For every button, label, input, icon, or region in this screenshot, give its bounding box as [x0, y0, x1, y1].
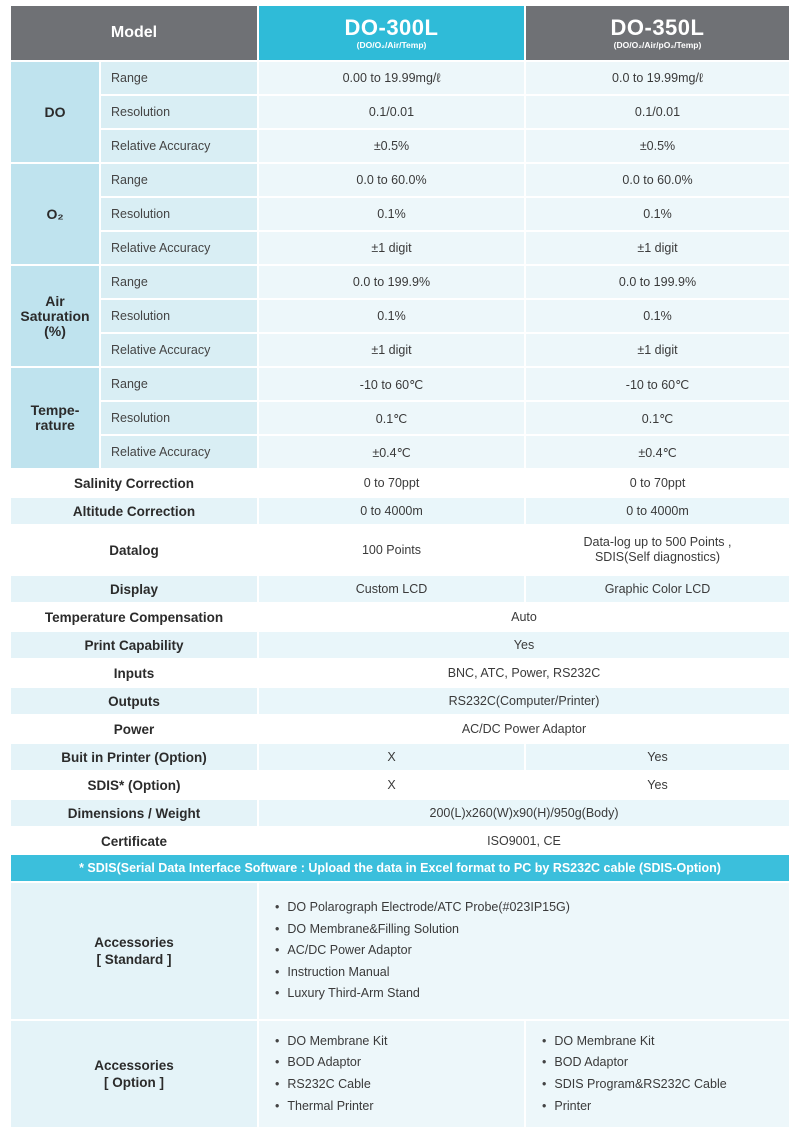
value-both-models [259, 828, 789, 854]
list-item-text: DO Membrane Kit [554, 1033, 655, 1048]
value-text: X [387, 778, 396, 792]
accessories-standard-list [259, 883, 789, 1019]
param-name: Range [111, 275, 148, 289]
value-text: 0.0 to 60.0% [356, 173, 427, 187]
value-text: X [387, 750, 396, 764]
value-do300l [259, 266, 524, 298]
group-label-line: (%) [44, 322, 66, 339]
value-text: ISO9001, CE [487, 834, 561, 848]
row-label-text: Salinity Correction [73, 475, 195, 491]
param-name: Relative Accuracy [111, 445, 211, 459]
row-label-text: Certificate [100, 833, 168, 849]
value-text: Yes [647, 777, 668, 792]
accessories-option-label [11, 1021, 257, 1127]
value-text: 0 to 4000m [626, 503, 689, 518]
value-do350l [526, 62, 789, 94]
value-both-models [259, 660, 789, 686]
accessories-label-line: Accessories [94, 935, 174, 950]
list-item [275, 1074, 387, 1096]
value-line: Data-log up to 500 Points , [583, 535, 732, 549]
param-name: Relative Accuracy [111, 241, 211, 255]
accessories-list [259, 897, 570, 1005]
value-do350l [526, 470, 789, 496]
accessories-label-line: [ Option ] [104, 1075, 164, 1090]
value-do300l [259, 526, 524, 574]
value-do350l [526, 300, 789, 332]
row-label [11, 470, 257, 496]
value-text: 0.00 to 19.99mg/ℓ [342, 71, 441, 85]
value-text: ±1 digit [637, 343, 678, 357]
value-text: 0.1℃ [641, 411, 674, 426]
header-product-a [259, 6, 524, 60]
model-label: Model [110, 24, 158, 41]
list-item [275, 1031, 387, 1053]
value-text: ±1 digit [371, 241, 412, 255]
value-do300l [259, 198, 524, 230]
value-both-models [259, 688, 789, 714]
row-label [11, 576, 257, 602]
list-item-text: BOD Adaptor [287, 1055, 362, 1070]
row-label-text: Outputs [108, 693, 160, 709]
param-label [101, 62, 257, 94]
param-name: Resolution [111, 105, 171, 119]
list-item-text: RS232C Cable [287, 1077, 371, 1091]
list-item-text: DO Membrane Kit [287, 1033, 388, 1048]
value-both-models [259, 800, 789, 826]
group-label-line: Saturation [20, 307, 90, 324]
list-item [275, 1096, 387, 1118]
row-label [11, 744, 257, 770]
param-name: Resolution [111, 207, 171, 221]
param-name: Range [111, 377, 148, 391]
param-label [101, 130, 257, 162]
value-do350l [526, 164, 789, 196]
group-label-text: DO [44, 103, 66, 120]
row-label-text: SDIS* (Option) [87, 777, 181, 793]
value-do300l [259, 62, 524, 94]
value-do300l [259, 498, 524, 524]
value-text: 0 to 4000m [360, 504, 423, 518]
product-subtitle: (DO/O₂/Air/Temp) [356, 39, 427, 50]
accessories-list [259, 1031, 387, 1117]
param-label [101, 300, 257, 332]
list-item [542, 1096, 727, 1118]
value-text: 0.1% [377, 207, 406, 221]
list-item-text: AC/DC Power Adaptor [287, 943, 412, 958]
group-label-3 [11, 368, 99, 468]
row-label [11, 498, 257, 524]
row-label [11, 688, 257, 714]
value-text: Yes [513, 638, 535, 652]
value-text: Auto [511, 610, 537, 624]
list-item-text: Printer [554, 1098, 592, 1113]
list-item-text: SDIS Program&RS232C Cable [554, 1077, 727, 1091]
accessories-label-line: [ Standard ] [96, 952, 172, 967]
group-label-2 [11, 266, 99, 366]
value-do300l [259, 436, 524, 468]
param-label [101, 198, 257, 230]
list-item-text: BOD Adaptor [554, 1055, 629, 1070]
value-do350l [526, 744, 789, 770]
value-do350l [526, 436, 789, 468]
list-item-text: Instruction Manual [287, 964, 390, 979]
param-name: Resolution [111, 309, 171, 323]
value-do300l [259, 402, 524, 434]
value-text: 0.1℃ [375, 411, 408, 426]
list-item [275, 962, 570, 984]
value-text: BNC, ATC, Power, RS232C [447, 666, 601, 680]
value-text: ±1 digit [371, 343, 412, 357]
row-label [11, 716, 257, 742]
value-text: 0.1% [643, 207, 672, 221]
value-text: 0.1% [643, 309, 672, 323]
list-item [275, 897, 570, 919]
value-text: 0.0 to 199.9% [352, 275, 431, 289]
value-both-models [259, 716, 789, 742]
row-label-text: Print Capability [84, 637, 184, 653]
param-label [101, 266, 257, 298]
header-model-cell [11, 6, 257, 60]
param-label [101, 402, 257, 434]
param-label [101, 368, 257, 400]
value-do300l [259, 300, 524, 332]
value-text: 0.0 to 19.99mg/ℓ [612, 71, 703, 85]
group-label-text: O₂ [46, 205, 64, 222]
product-name: DO-300L [344, 14, 439, 40]
row-label [11, 660, 257, 686]
row-label-text: Altitude Correction [72, 503, 196, 519]
value-text: ±0.4℃ [638, 445, 677, 460]
list-item [275, 919, 570, 941]
list-item [542, 1031, 727, 1053]
list-item-text: Thermal Printer [287, 1098, 374, 1113]
value-do350l [526, 402, 789, 434]
value-do350l [526, 130, 789, 162]
value-text: Yes [647, 749, 668, 764]
value-do300l [259, 470, 524, 496]
list-item-text: DO Polarograph Electrode/ATC Probe(#023IP15G) [287, 900, 570, 915]
param-name: Range [111, 71, 148, 85]
list-item [542, 1074, 727, 1096]
row-label [11, 772, 257, 798]
list-item-text: DO Membrane&Filling Solution [287, 921, 459, 936]
value-text: 0 to 70ppt [363, 476, 420, 490]
value-text: ±0.5% [639, 139, 676, 153]
param-label [101, 164, 257, 196]
row-label-text: Datalog [109, 542, 159, 558]
product-subtitle: (DO/O₂/Air/pO₂/Temp) [613, 39, 702, 50]
value-both-models [259, 604, 789, 630]
row-label [11, 632, 257, 658]
value-do350l [526, 368, 789, 400]
list-item [275, 1052, 387, 1074]
row-label [11, 526, 257, 574]
value-text: Custom LCD [355, 582, 428, 596]
value-text: Graphic Color LCD [604, 581, 711, 596]
list-item [275, 940, 570, 962]
group-label-1 [11, 164, 99, 264]
param-name: Relative Accuracy [111, 139, 211, 153]
row-label [11, 800, 257, 826]
value-text: 0.1/0.01 [634, 105, 681, 119]
value-text: RS232C(Computer/Printer) [448, 694, 600, 708]
value-do350l [526, 772, 789, 798]
param-label [101, 232, 257, 264]
value-text: -10 to 60℃ [625, 377, 690, 392]
accessories-label-line: Accessories [94, 1058, 174, 1073]
value-do350l [526, 498, 789, 524]
value-text: -10 to 60℃ [359, 377, 424, 392]
group-label-line: Air [45, 292, 65, 309]
value-text: ±1 digit [637, 241, 678, 255]
row-label-text: Display [109, 581, 159, 597]
value-do300l [259, 368, 524, 400]
param-label [101, 334, 257, 366]
value-text: 100 Points [361, 543, 422, 557]
value-do300l [259, 96, 524, 128]
value-text: 200(L)x260(W)x90(H)/950g(Body) [429, 806, 619, 820]
group-label-line: Tempe- [30, 402, 80, 418]
list-item-text: Luxury Third-Arm Stand [287, 986, 420, 1001]
value-text: ±0.4℃ [372, 445, 411, 460]
row-label [11, 828, 257, 854]
value-do350l [526, 266, 789, 298]
value-do300l [259, 744, 524, 770]
value-text: 0.0 to 60.0% [622, 173, 693, 187]
param-label [101, 436, 257, 468]
row-label [11, 604, 257, 630]
value-do300l [259, 232, 524, 264]
row-label-text: Buit in Printer (Option) [61, 749, 207, 765]
header-product-b [526, 6, 789, 60]
value-do350l [526, 198, 789, 230]
value-do350l [526, 334, 789, 366]
value-do300l [259, 164, 524, 196]
param-name: Resolution [111, 411, 171, 425]
value-do300l [259, 772, 524, 798]
accessories-option-do300l [259, 1021, 524, 1127]
value-text: 0.1% [377, 309, 406, 323]
row-label-text: Dimensions / Weight [67, 805, 201, 821]
value-do300l [259, 334, 524, 366]
row-label-text: Power [113, 721, 155, 737]
value-text: 0.1/0.01 [368, 105, 415, 119]
value-do350l [526, 96, 789, 128]
value-line: SDIS(Self diagnostics) [594, 550, 721, 564]
footnote-text: * SDIS(Serial Data Interface Software : Upload the data in Excel format to PC by RS232C cable (SDIS-Option) [79, 861, 721, 875]
group-label-line: rature [35, 417, 75, 433]
value-do300l [259, 576, 524, 602]
value-do350l [526, 526, 789, 574]
param-name: Range [111, 173, 148, 187]
product-name: DO-350L [610, 14, 705, 40]
row-label-text: Temperature Compensation [44, 609, 224, 625]
accessories-standard-label [11, 883, 257, 1019]
list-item [542, 1052, 727, 1074]
group-label-0 [11, 62, 99, 162]
value-text: 0 to 70ppt [629, 475, 686, 490]
value-do300l [259, 130, 524, 162]
value-text: 0.0 to 199.9% [618, 275, 697, 289]
param-label [101, 96, 257, 128]
row-label-text: Inputs [113, 665, 155, 681]
sdis-footnote [11, 855, 789, 881]
accessories-option-do350l [526, 1021, 789, 1127]
accessories-list [526, 1031, 727, 1117]
value-both-models [259, 632, 789, 658]
value-text: ±0.5% [373, 139, 410, 153]
value-text: AC/DC Power Adaptor [461, 722, 587, 736]
list-item [275, 983, 570, 1005]
value-do350l [526, 576, 789, 602]
param-name: Relative Accuracy [111, 343, 211, 357]
value-do350l [526, 232, 789, 264]
